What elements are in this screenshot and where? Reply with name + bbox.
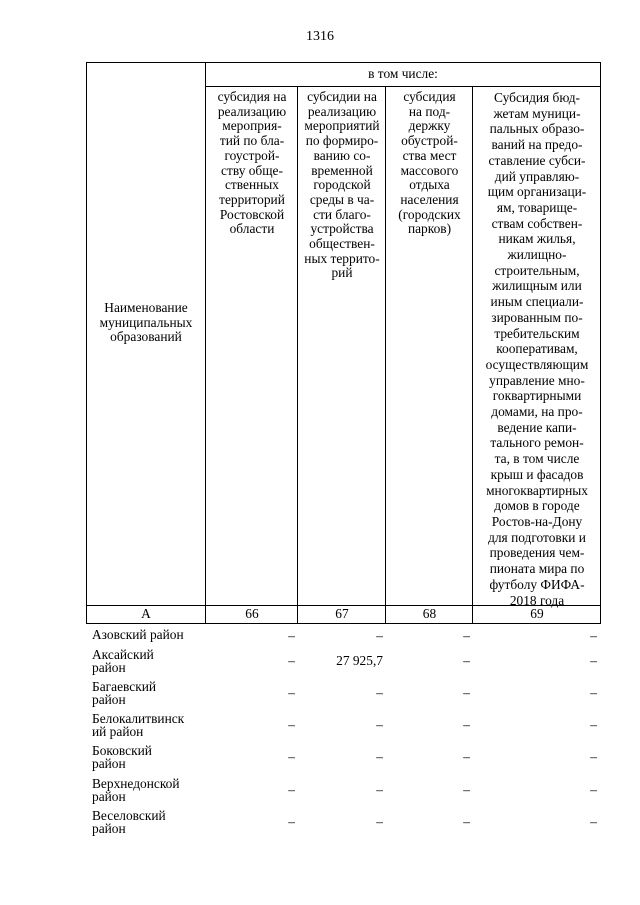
- table-cell-value: –: [590, 717, 597, 732]
- table-row-name: Азовский район: [92, 627, 184, 642]
- table-cell-value: –: [376, 628, 383, 643]
- numbering-cell-68: 68: [422, 606, 437, 621]
- table-row-name: Белокалитвинск ий район: [92, 711, 185, 739]
- table-cell-value: –: [376, 717, 383, 732]
- table-cell-value: –: [376, 685, 383, 700]
- table-cell-value: –: [463, 653, 470, 668]
- table-cell-value: –: [288, 782, 295, 797]
- table-row-name: Веселовский район: [92, 808, 166, 836]
- numbering-cell-a: А: [141, 606, 151, 621]
- table-cell-value: –: [376, 814, 383, 829]
- table-cell-value: –: [463, 782, 470, 797]
- table-row-name: Багаевский район: [92, 679, 157, 707]
- table-cell-value: –: [590, 653, 597, 668]
- table-cell-value: –: [463, 814, 470, 829]
- table-row-name: Боковский район: [92, 743, 152, 771]
- table-cell-value: –: [288, 653, 295, 668]
- table-top-border: [86, 62, 601, 63]
- table-row-name: Аксайский район: [92, 647, 154, 675]
- group-header-underline: [205, 86, 601, 87]
- table-cell-value: –: [463, 685, 470, 700]
- page-number: 1316: [306, 29, 334, 44]
- group-header-label: в том числе:: [368, 66, 438, 81]
- table-row-name: Верхнедонской район: [92, 776, 180, 804]
- table-cell-value: –: [590, 814, 597, 829]
- column-header-69: Субсидия бюд- жетам муници- пальных образо- ваний на предо- ставление субси- дий управляю- щим организаци- ям, товарище- ствам собствен- никам жилья, жилищно- строительным, жилищным или иным специали- зированным по- требительским кооперативам, осуществляющим управление мно- гоквартирными домами, на про- ведение капи- тального ремон- та, в том числе крыш и фасадов многоквартирных домов в городе Ростов-на-Дону для подготовки и проведения чем- пионата мира по футболу ФИФА- 2018 года: [485, 90, 589, 608]
- table-cell-value: –: [376, 749, 383, 764]
- numbering-row-bottom-border: [86, 623, 601, 624]
- table-cell-value: –: [288, 685, 295, 700]
- table-cell-value: –: [288, 628, 295, 643]
- table-cell-value: –: [590, 628, 597, 643]
- table-cell-value: –: [288, 717, 295, 732]
- numbering-cell-66: 66: [245, 606, 259, 621]
- table-cell-value: 27 925,7: [336, 653, 383, 668]
- table-cell-value: –: [590, 685, 597, 700]
- table-cell-value: –: [463, 749, 470, 764]
- table-cell-value: –: [590, 749, 597, 764]
- table-cell-value: –: [288, 749, 295, 764]
- table-cell-value: –: [376, 782, 383, 797]
- numbering-cell-67: 67: [335, 606, 349, 621]
- row-header-label: Наименование муниципальных образований: [99, 300, 193, 345]
- table-cell-value: –: [590, 782, 597, 797]
- table-cell-value: –: [463, 628, 470, 643]
- column-header-67: субсидии на реализацию мероприятий по формиро- ванию со- временной городской среды в ча- сти благо- устройства обществен- ных террито- рий: [304, 89, 380, 281]
- numbering-cell-69: 69: [530, 606, 544, 621]
- table-cell-value: –: [463, 717, 470, 732]
- column-header-68: субсидия на под- держку обустрой- ства мест массового отдыха населения (городских парков): [398, 89, 461, 237]
- table-cell-value: –: [288, 814, 295, 829]
- column-header-66: субсидия на реализацию мероприя- тий по бла- гоустрой- ству обще- ственных территорий Ростовской области: [217, 89, 287, 237]
